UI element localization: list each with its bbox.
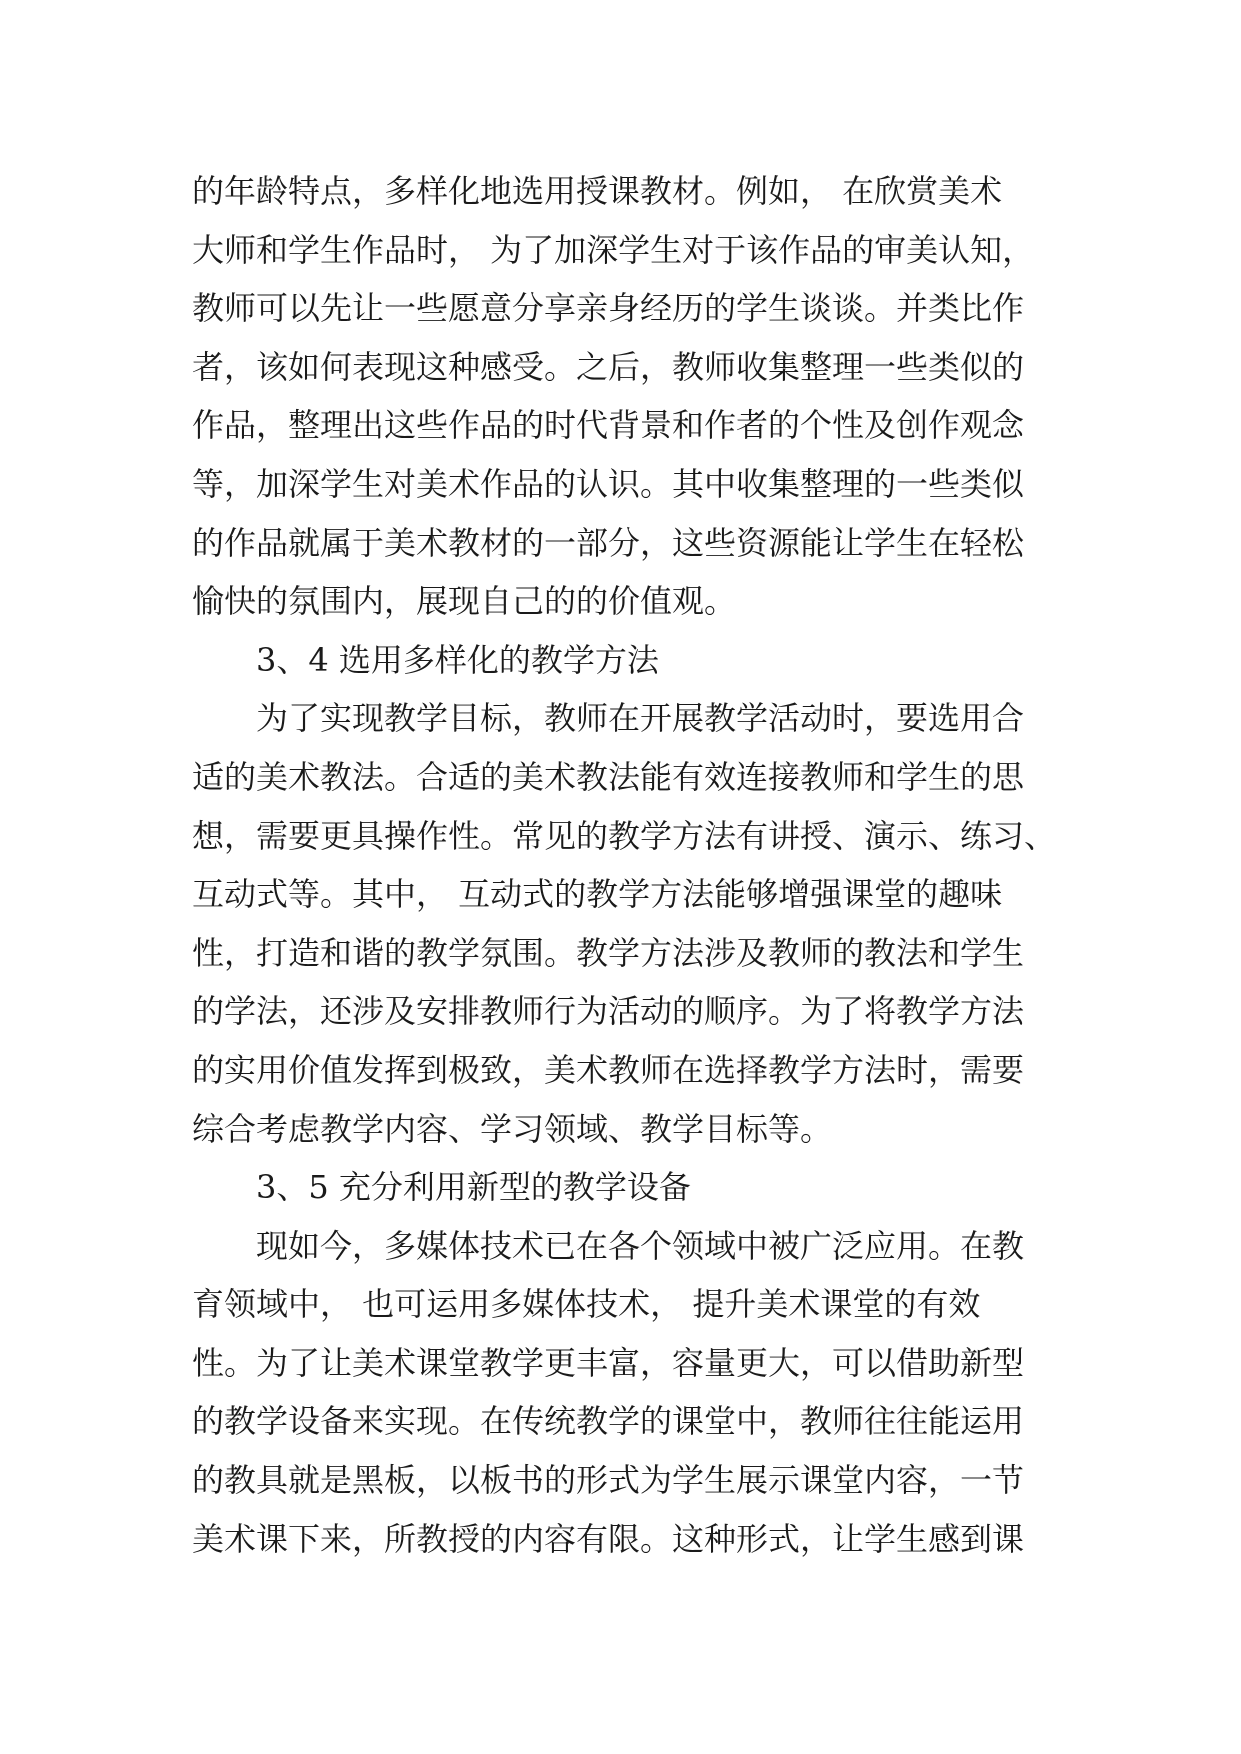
text-line: 的教具就是黑板，以板书的形式为学生展示课堂内容，一节 bbox=[192, 1461, 1025, 1500]
text-line: 的学法，还涉及安排教师行为活动的顺序。为了将教学方法 bbox=[192, 992, 1025, 1031]
text-line: 的教学设备来实现。在传统教学的课堂中，教师往往能运用 bbox=[192, 1402, 1025, 1441]
text-line: 者，该如何表现这种感受。之后，教师收集整理一些类似的 bbox=[192, 347, 1025, 386]
section-heading-3-5: 3、5 充分利用新型的教学设备 bbox=[256, 1168, 691, 1207]
text-line: 适的美术教法。合适的美术教法能有效连接教师和学生的思 bbox=[192, 757, 1025, 796]
text-line: 互动式等。其中， 互动式的教学方法能够增强课堂的趣味 bbox=[192, 875, 1003, 914]
text-line: 美术课下来，所教授的内容有限。这种形式，让学生感到课 bbox=[192, 1519, 1025, 1558]
text-line: 作品，整理出这些作品的时代背景和作者的个性及创作观念 bbox=[192, 406, 1025, 445]
text-line: 现如今，多媒体技术已在各个领域中被广泛应用。在教 bbox=[256, 1226, 1025, 1265]
text-line: 的作品就属于美术教材的一部分，这些资源能让学生在轻松 bbox=[192, 523, 1025, 562]
text-line: 愉快的氛围内，展现自己的的价值观。 bbox=[192, 582, 737, 621]
section-heading-3-4: 3、4 选用多样化的教学方法 bbox=[256, 640, 659, 679]
text-line: 等，加深学生对美术作品的认识。其中收集整理的一些类似 bbox=[192, 464, 1025, 503]
text-line: 大师和学生作品时， 为了加深学生对于该作品的审美认知， bbox=[192, 230, 1035, 269]
text-line: 教师可以先让一些愿意分享亲身经历的学生谈谈。并类比作 bbox=[192, 289, 1025, 328]
text-line: 的实用价值发挥到极致，美术教师在选择教学方法时，需要 bbox=[192, 1050, 1025, 1089]
text-line: 的年龄特点，多样化地选用授课教材。例如， 在欣赏美术 bbox=[192, 172, 1003, 210]
text-line: 育领域中， 也可运用多媒体技术， 提升美术课堂的有效 bbox=[192, 1285, 981, 1324]
text-line: 性，打造和谐的教学氛围。教学方法涉及教师的教法和学生 bbox=[192, 933, 1025, 972]
text-line: 综合考虑教学内容、学习领域、教学目标等。 bbox=[192, 1109, 833, 1148]
body-text bbox=[192, 162, 1072, 1568]
text-line: 为了实现教学目标，教师在开展教学活动时，要选用合 bbox=[256, 699, 1025, 738]
text-line: 性。为了让美术课堂教学更丰富，容量更大，可以借助新型 bbox=[192, 1343, 1025, 1382]
text-line: 想，需要更具操作性。常见的教学方法有讲授、演示、练习、 bbox=[192, 816, 1057, 855]
